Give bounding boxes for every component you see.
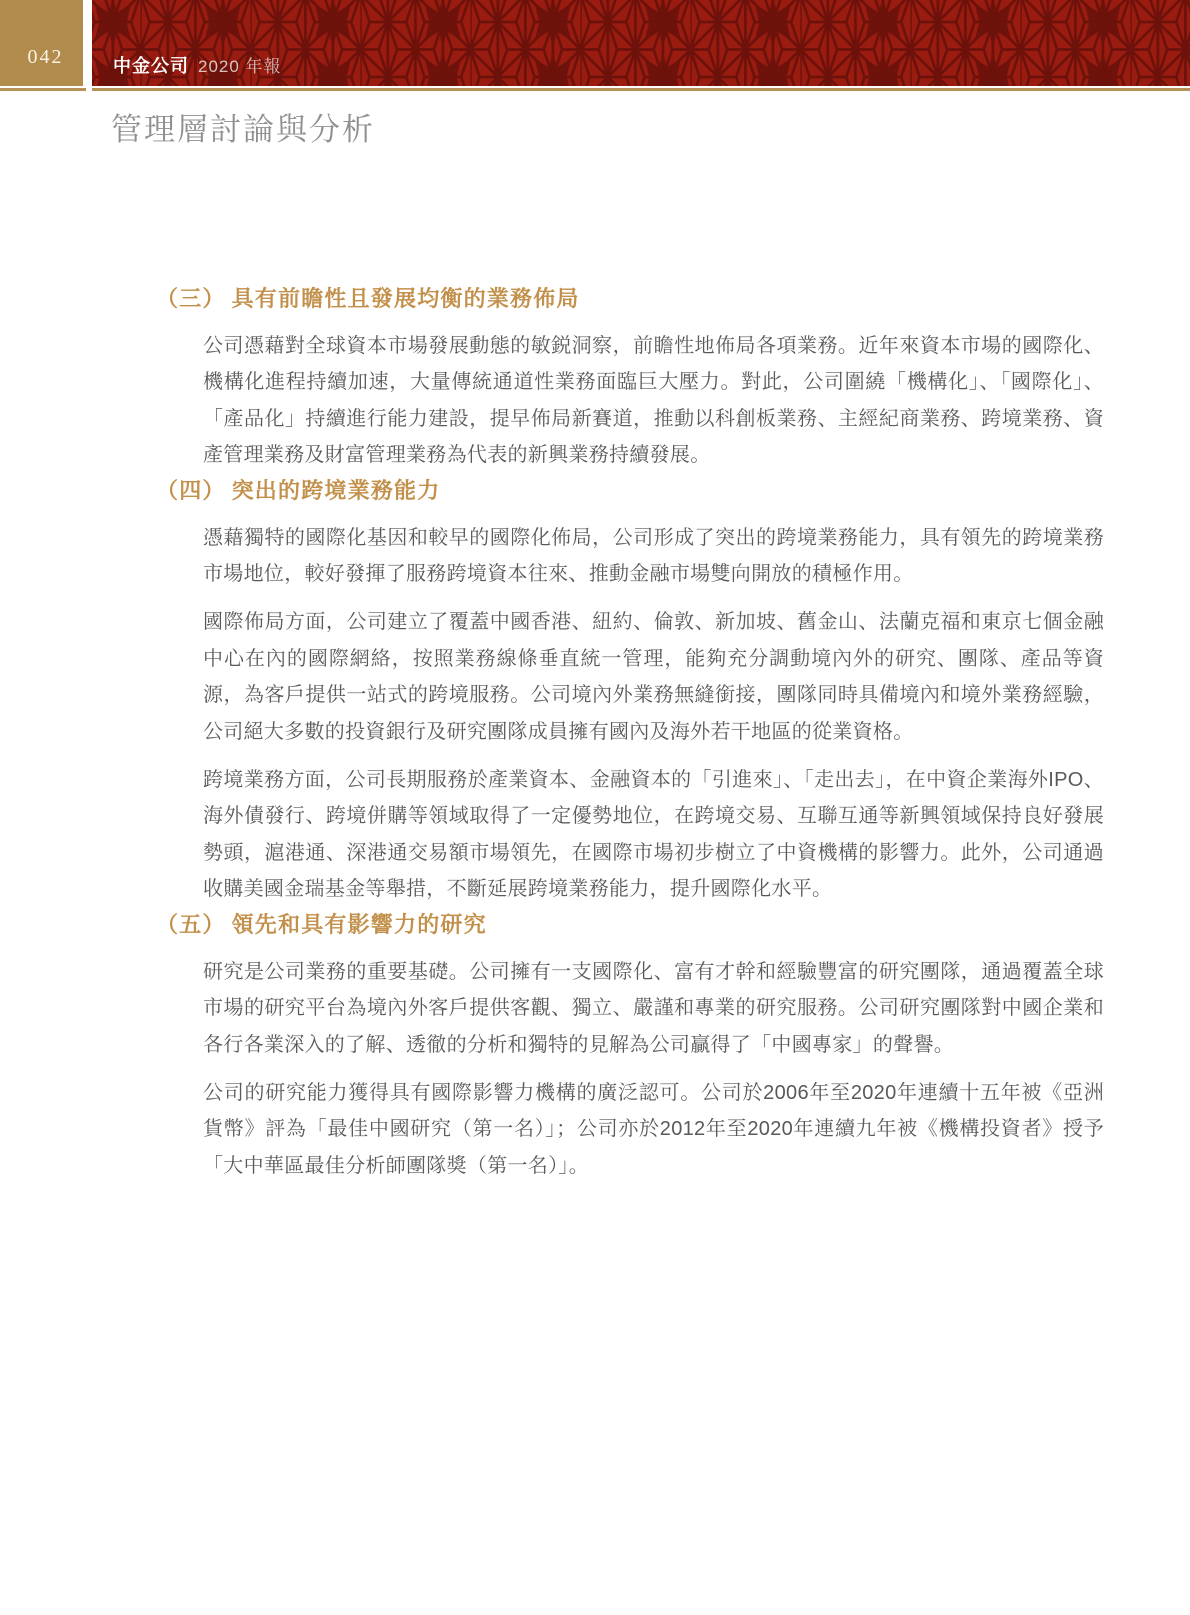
report-section	[156, 476, 1104, 908]
page-number: 042	[27, 46, 64, 68]
section-heading	[156, 476, 1104, 506]
gold-rule-left	[0, 88, 86, 91]
section-number: （四）	[156, 477, 226, 503]
report-edition: 2020 年報	[198, 57, 282, 76]
page-header	[0, 0, 1190, 92]
section-title: 具有前瞻性且發展均衡的業務佈局	[231, 286, 580, 311]
page-number-block	[0, 0, 83, 86]
content-area	[156, 284, 1104, 1184]
report-section	[156, 284, 1104, 474]
section-number: （五）	[156, 911, 226, 937]
gold-rule-right	[92, 88, 1190, 91]
company-name: 中金公司	[113, 56, 189, 76]
section-heading	[156, 284, 1104, 314]
section-title: 突出的跨境業務能力	[231, 477, 441, 503]
body-paragraph: 國際佈局方面，公司建立了覆蓋中國香港、紐約、倫敦、新加坡、舊金山、法蘭克福和東京七個金融中心在內的國際網絡，按照業務線條垂直統一管理，能夠充分調動境內外的研究、團隊、產品等資源，為客戶提供一站式的跨境服務。公司境內外業務無縫銜接，團隊同時具備境內和境外業務經驗，公司絕大多數的投資銀行及研究團隊成員擁有國內及海外若干地區的從業資格。	[203, 611, 1104, 743]
body-paragraph: 公司憑藉對全球資本市場發展動態的敏鋭洞察，前瞻性地佈局各項業務。近年來資本市場的國際化、機構化進程持續加速，大量傳統通道性業務面臨巨大壓力。對此，公司圍繞「機構化」、「國際化」、「產品化」持續進行能力建設，提早佈局新賽道，推動以科創板業務、主經紀商業務、跨境業務、資產管理業務及財富管理業務為代表的新興業務持續發展。	[203, 335, 1104, 467]
body-paragraph: 公司的研究能力獲得具有國際影響力機構的廣泛認可。公司於2006年至2020年連續十五年被《亞洲貨幣》評為「最佳中國研究（第一名）」；公司亦於2012年至2020年連續九年被《機構投資者》授予「大中華區最佳分析師團隊獎（第一名）」。	[203, 1081, 1104, 1177]
report-section	[156, 910, 1104, 1184]
section-title: 領先和具有影響力的研究	[231, 911, 487, 937]
section-number: （三）	[156, 286, 226, 311]
body-paragraph: 跨境業務方面，公司長期服務於產業資本、金融資本的「引進來」、「走出去」，在中資企業海外IPO、海外債發行、跨境併購等領域取得了一定優勢地位，在跨境交易、互聯互通等新興領域保持良好發展勢頭，滬港通、深港通交易額市場領先，在國際市場初步樹立了中資機構的影響力。此外，公司通過收購美國金瑞基金等舉措，不斷延展跨境業務能力，提升國際化水平。	[203, 769, 1104, 901]
header-band	[92, 0, 1190, 86]
body-paragraph: 研究是公司業務的重要基礎。公司擁有一支國際化、富有才幹和經驗豐富的研究團隊，通過覆蓋全球市場的研究平台為境內外客戶提供客觀、獨立、嚴謹和專業的研究服務。公司研究團隊對中國企業和各行各業深入的了解、透徹的分析和獨特的見解為公司贏得了「中國專家」的聲譽。	[203, 960, 1104, 1056]
body-paragraph: 憑藉獨特的國際化基因和較早的國際化佈局，公司形成了突出的跨境業務能力，具有領先的跨境業務市場地位，較好發揮了服務跨境資本往來、推動金融市場雙向開放的積極作用。	[203, 526, 1104, 586]
page-title: 管理層討論與分析	[111, 112, 375, 147]
section-heading	[156, 910, 1104, 940]
report-identity	[113, 52, 282, 78]
